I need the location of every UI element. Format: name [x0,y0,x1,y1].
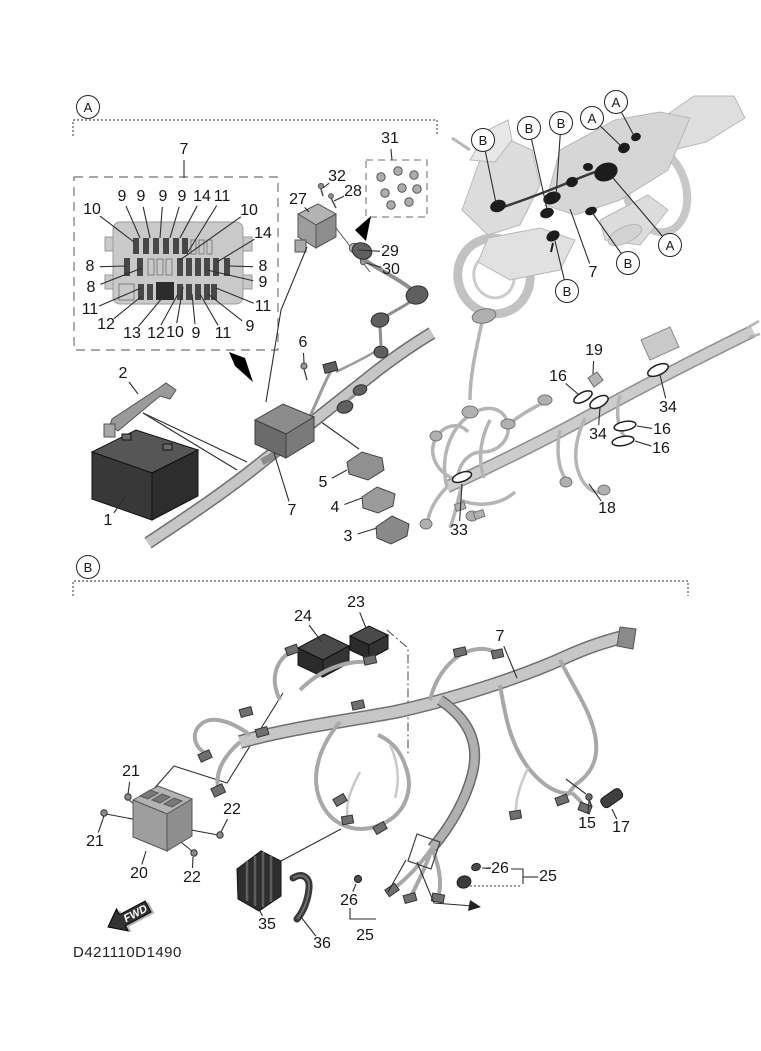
section-b-bracket [73,581,688,596]
callout-15: 15 [578,815,596,832]
ref-bubble-B: B [616,251,640,275]
callout-26: 26 [491,860,509,877]
leader-line-2 [129,382,138,394]
callout-7: 7 [287,502,297,519]
ref-bubble-B: B [549,111,573,135]
callout-25: 25 [356,927,374,944]
connector [323,361,338,373]
callout-1: 1 [103,512,113,529]
ref-bubble-B: B [76,555,100,579]
leader-line-21 [98,816,104,833]
screw-28-icon [329,194,334,199]
harness-a-clamp-view [420,307,760,529]
ref-bubble-A: A [658,233,682,257]
leader-line-16 [637,426,652,428]
callout-21: 21 [86,833,104,850]
callout-9: 9 [258,274,268,291]
callout-36: 36 [313,935,331,952]
bolt-6-icon [301,363,307,369]
leader-line-22 [221,819,228,832]
leader-line-28 [334,196,344,201]
callout-11: 11 [81,301,99,318]
fusebox-detail-frame [74,177,278,350]
bolt-kit-31-box [355,160,427,241]
leader-line-5 [332,470,347,478]
callout-12: 12 [147,325,165,342]
locator-arrow-icon [229,352,253,382]
callout-24: 24 [294,608,312,625]
callout-10: 10 [240,202,258,219]
callout-21: 21 [122,763,140,780]
ref-bubble-B: B [555,279,579,303]
trunk-cut-end [617,627,636,649]
callout-9: 9 [191,325,201,342]
leader-line-26 [353,884,356,892]
callout-32: 32 [328,168,346,185]
leader-line-22 [192,857,193,868]
callout-22: 22 [223,801,241,818]
callout-2: 2 [118,365,128,382]
callout-14: 14 [254,225,272,242]
callout-17: 17 [612,819,630,836]
callout-5: 5 [318,474,328,491]
leader-line-7 [274,453,289,501]
damper-17 [599,787,624,809]
callout-4: 4 [330,499,340,516]
bolt-26-icon [354,875,361,882]
leader-line-16 [566,383,578,394]
drawing-number: D421110D1490 [73,944,182,961]
callout-34: 34 [589,426,607,443]
callout-9: 9 [177,188,187,205]
callout-20: 20 [130,865,148,882]
callout-12: 12 [97,316,115,333]
harness-relay-box [255,404,314,458]
callout-26: 26 [340,892,358,909]
ref-bubble-A: A [604,90,628,114]
finned-unit-35 [237,851,281,911]
callout-11: 11 [214,325,232,342]
callout-7: 7 [495,628,505,645]
grommet [455,874,472,890]
leader-line-8 [100,266,126,267]
callout-11: 11 [254,298,272,315]
leader-line-3 [358,528,377,534]
section-a-bracket [73,120,437,136]
callout-9: 9 [158,188,168,205]
callout-28: 28 [344,183,362,200]
relay-23 [350,626,388,659]
callout-33: 33 [450,522,468,539]
ecu-unit-20 [101,786,223,856]
relay-unit-1 [92,430,198,520]
leader-line-16 [635,441,651,446]
callout-3: 3 [343,528,353,545]
body-fairing [545,112,690,215]
clamp-16 [611,435,634,448]
leader-line-31 [391,149,392,160]
callout-11: 11 [213,188,231,205]
bolt-26-icon [471,862,482,872]
callout-7: 7 [179,141,189,158]
callout-9: 9 [117,188,127,205]
callout-8: 8 [85,258,95,275]
callout-16: 16 [652,440,670,457]
harness-b [152,626,636,911]
clip-19 [588,372,603,387]
connector-cover-3 [376,516,409,544]
ref-bubble-A: A [76,95,100,119]
leader-line-19 [593,361,594,374]
callout-8: 8 [86,279,96,296]
fwd-arrow [102,894,157,941]
callout-19: 19 [585,342,603,359]
callout-18: 18 [598,500,616,517]
callout-34: 34 [659,399,677,416]
callout-27: 27 [289,191,307,208]
connector-cover-4 [362,487,395,513]
motorcycle-illustration [448,96,745,323]
callout-13: 13 [123,325,141,342]
callout-8: 8 [258,258,268,275]
leader-line-20 [142,851,146,864]
callout-10: 10 [166,324,184,341]
bracket-2 [104,383,176,437]
leader-line-7 [570,209,590,264]
bolt-15-icon [586,794,592,800]
leader-line-23 [360,612,366,628]
callout-30: 30 [382,261,400,278]
callout-16: 16 [653,421,671,438]
fusebox [105,222,252,304]
leader-line-8 [228,266,253,267]
callout-23: 23 [347,594,365,611]
big-connector [641,327,679,360]
callout-10: 10 [83,201,101,218]
callout-9: 9 [245,318,255,335]
leader-line-4 [344,498,362,505]
ref-bubble-A: A [580,106,604,130]
leader-line-36 [301,917,316,936]
connector [374,346,388,358]
callout-16: 16 [549,368,567,385]
leader-line-6 [303,353,304,363]
leader-line-17 [612,809,617,819]
callout-22: 22 [183,869,201,886]
callout-7: 7 [588,264,598,281]
callout-25: 25 [539,868,557,885]
callout-6: 6 [298,334,308,351]
callout-35: 35 [258,916,276,933]
fwd-label: FWD [121,902,150,926]
bolt-32-icon [318,183,323,188]
leader-line-21 [128,782,130,794]
callout-9: 9 [136,188,146,205]
callout-14: 14 [193,188,211,205]
locator-arrow-icon [355,216,371,241]
connector [369,311,390,329]
ref-bubble-B: B [471,128,495,152]
callout-29: 29 [381,243,399,260]
ref-bubble-B: B [517,116,541,140]
callout-31: 31 [381,130,399,147]
connector-cover-5 [347,452,384,480]
